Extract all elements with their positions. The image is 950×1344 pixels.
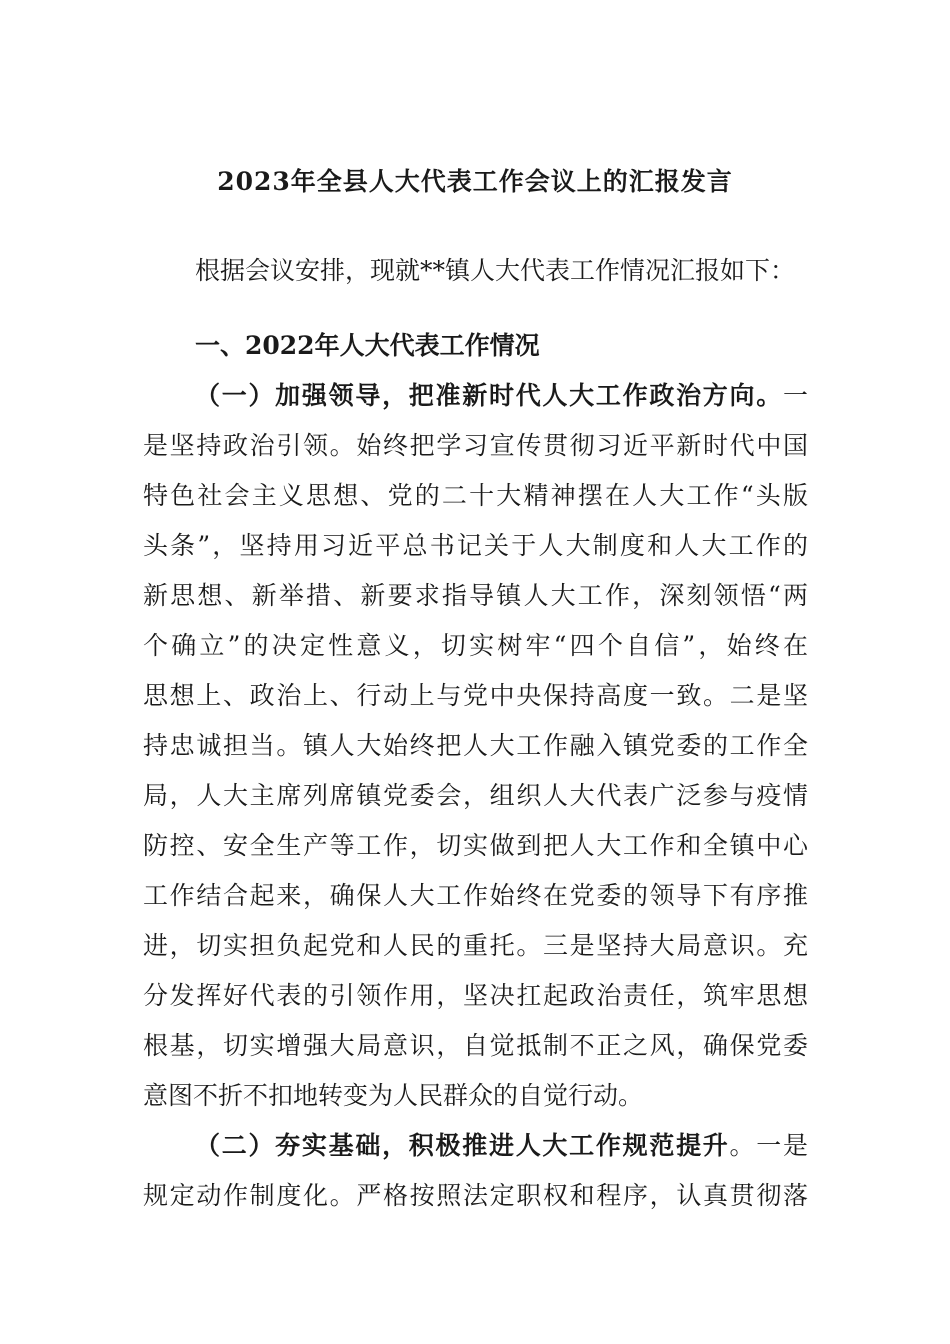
subsection-heading-line: [195, 1128, 808, 1164]
paragraph-line: 规定动作制度化。严格按照法定职权和程序，认真贯彻落: [143, 1181, 808, 1210]
paragraph-line: 特色社会主义思想、党的二十大精神摆在人大工作“头版: [143, 481, 808, 510]
paragraph-text: 。一是: [729, 1131, 808, 1160]
paragraph-line: 持忠诚担当。镇人大始终把人大工作融入镇党委的工作全: [143, 731, 808, 760]
paragraph-line: 进，切实担负起党和人民的重托。三是坚持大局意识。充: [143, 931, 808, 960]
subsection-heading-1: （一）加强领导，把准新时代人大工作政治方向。: [195, 381, 783, 410]
paragraph-line: 分发挥好代表的引领作用，坚决扛起政治责任，筑牢思想: [143, 981, 808, 1010]
document-title: 2023年全县人大代表工作会议上的汇报发言: [217, 167, 733, 196]
paragraph-line: 工作结合起来，确保人大工作始终在党委的领导下有序推: [143, 881, 808, 910]
paragraph-line: 头条”，坚持用习近平总书记关于人大制度和人大工作的: [143, 531, 808, 560]
paragraph-line: 局，人大主席列席镇党委会，组织人大代表广泛参与疫情: [143, 781, 808, 810]
paragraph-line-last: 意图不折不扣地转变为人民群众的自觉行动。: [143, 1081, 644, 1110]
paragraph-line: 思想上、政治上、行动上与党中央保持高度一致。二是坚: [143, 681, 808, 710]
subsection-heading-line: [195, 378, 808, 414]
intro-paragraph: 根据会议安排，现就**镇人大代表工作情况汇报如下：: [195, 256, 796, 285]
paragraph-line: 根基，切实增强大局意识，自觉抵制不正之风，确保党委: [143, 1031, 808, 1060]
paragraph-line: 是坚持政治引领。始终把学习宣传贯彻习近平新时代中国: [143, 431, 808, 460]
paragraph-text: 一: [782, 381, 808, 410]
paragraph-line: 防控、安全生产等工作，切实做到把人大工作和全镇中心: [143, 831, 808, 860]
paragraph-line: 个确立”的决定性意义，切实树牢“四个自信”，始终在: [143, 631, 808, 660]
section-heading-1: 一、2022年人大代表工作情况: [195, 331, 540, 360]
paragraph-line: 新思想、新举措、新要求指导镇人大工作，深刻领悟“两: [143, 581, 808, 610]
subsection-heading-2: （二）夯实基础，积极推进人大工作规范提升: [195, 1131, 730, 1160]
